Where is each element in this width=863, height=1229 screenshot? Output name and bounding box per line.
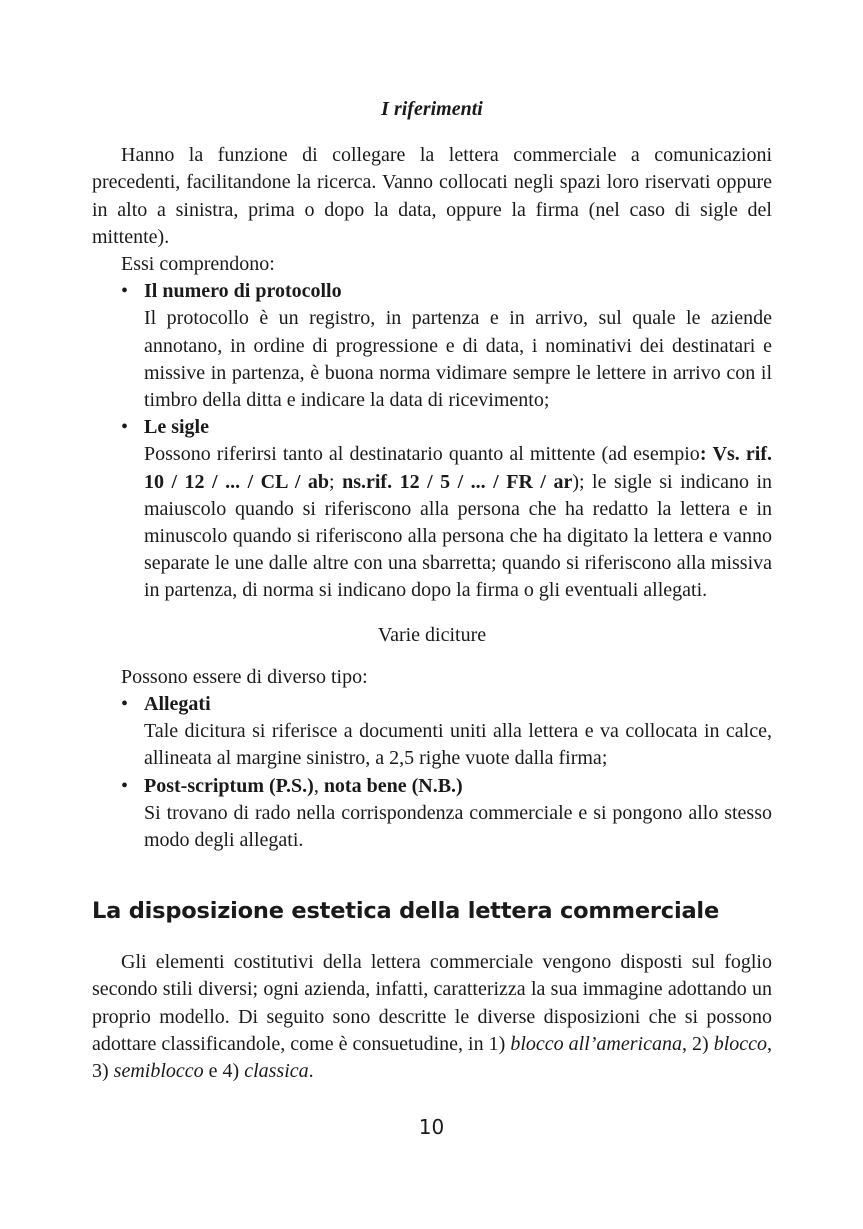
item-title: Post-scriptum (P.S.), nota bene (N.B.)	[144, 774, 463, 797]
subheading-varie-diciture: Varie diciture	[377, 623, 487, 646]
list-item	[92, 691, 772, 773]
section-heading-disposizione: La disposizione estetica della lettera commerciale	[92, 898, 720, 925]
bullet-icon: •	[121, 774, 129, 797]
item-title: Il numero di protocollo	[144, 280, 342, 303]
bullet-icon: •	[121, 280, 129, 303]
page-number: 10	[418, 1115, 445, 1139]
list-item	[92, 773, 772, 855]
reference-example-1: Vs. rif. 10 / 12 / ... / CL / ab	[144, 443, 772, 493]
list-lead: Essi comprendono:	[121, 253, 275, 276]
item-title: Allegati	[144, 693, 211, 716]
item-text: Il protocollo è un registro, in partenza e in arrivo, sul quale le aziende annotano, in ordine di progressione e di data, i nominativi dei destinatari e missive in partenza, è buona norma vidimare sempre le lettere in arrivo con il timbro della ditta e indicare la data di ricevimento;	[144, 307, 772, 412]
list-item	[92, 414, 772, 604]
item-text: Possono riferirsi tanto al destinatario quanto al mittente (ad esempio: Vs. rif. 10 / 12 / ... / CL / ab; ns.rif. 12 / 5 / ... / FR / ar); le sigle si indicano in maiuscolo quando si riferiscono alla persona che ha redatto la lettera e in minuscolo quando si riferiscono alla persona che ha digitato la lettera e vanno separate le une dalle altre con una sbarretta; quando si riferiscono alla missiva in partenza, di norma si indicano dopo la firma o gli eventuali allegati.	[144, 443, 773, 602]
list-lead: Possono essere di diverso tipo:	[121, 665, 368, 688]
bullet-icon: •	[121, 693, 129, 716]
item-text: Tale dicitura si riferisce a documenti uniti alla lettera e va collocata in calce, allineata al margine sinistro, a 2,5 righe vuote dalla firma;	[144, 720, 772, 770]
body-paragraph: Gli elementi costitutivi della lettera commerciale vengono disposti sul foglio secondo stili diversi; ogni azienda, infatti, caratterizza la sua immagine adottando un proprio modello. Di seguito sono descritte le diverse disposizioni che si possono adottare classificandole, come è consuetudine, in 1) blocco all’americana, 2) blocco, 3) semiblocco e 4) classica.	[92, 951, 772, 1083]
page-content	[92, 96, 772, 1085]
reference-example-2: ns.rif. 12 / 5 / ... / FR / ar	[342, 470, 573, 493]
item-text: Si trovano di rado nella corrispondenza commerciale e si pongono allo stesso modo degli allegati.	[144, 801, 772, 852]
intro-paragraph: Hanno la funzione di collegare la lettera commerciale a comunicazioni precedenti, facilitandone la ricerca. Vanno collocati negli spazi loro riservati oppure in alto a sinistra, prima o dopo la data, oppure la firma (nel caso di sigle del mittente).	[92, 144, 772, 248]
diciture-list	[92, 691, 772, 854]
item-title: Le sigle	[144, 416, 209, 439]
riferimenti-list	[92, 278, 772, 604]
list-item	[92, 278, 772, 414]
section-heading-riferimenti: I riferimenti	[381, 98, 483, 120]
bullet-icon: •	[121, 416, 129, 439]
